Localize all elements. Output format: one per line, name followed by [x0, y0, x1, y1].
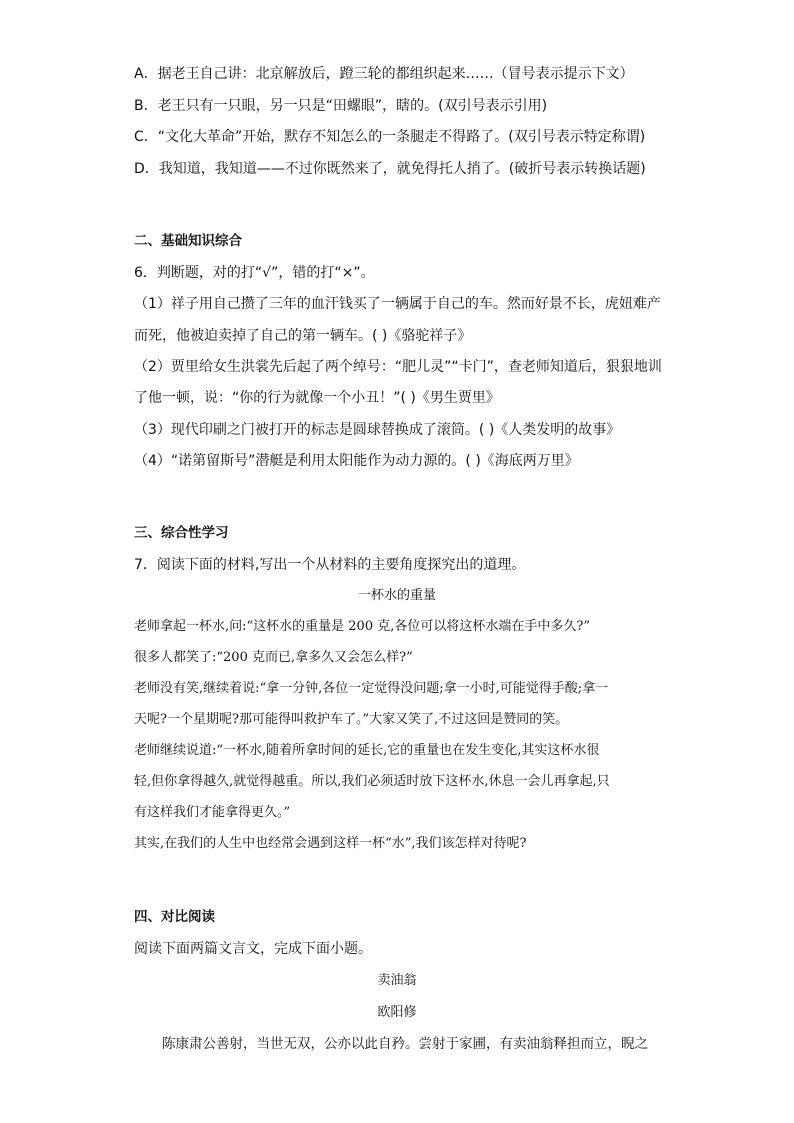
q7-stem: 7．阅读下面的材料,写出一个从材料的主要角度探究出的道理。: [134, 557, 526, 573]
q6-line-6: （4）“诺第留斯号”潜艇是利用太阳能作为动力源的。( )《海底两万里》: [134, 453, 579, 469]
q6-line-4: 了他一顿，说：“你的行为就像一个小丑！”( )《男生贾里》: [134, 390, 500, 406]
material-line-8: 其实,在我们的人生中也经常会遇到这样一杯“水”,我们该怎样对待呢?: [134, 836, 527, 851]
q5-option-b: B．老王只有一只眼，另一只是“田螺眼”，瞎的。(双引号表示引用): [134, 98, 548, 114]
material-line-3: 老师没有笑,继续着说:“拿一分钟,各位一定觉得没问题;拿一小时,可能觉得手酸;拿一: [134, 681, 609, 696]
classical-text-title: 卖油翁: [377, 973, 417, 988]
q6-line-2: 而死，他被迫卖掉了自己的第一辆车。( )《骆驼祥子》: [134, 328, 472, 344]
section-heading-basic-knowledge: 二、基础知识综合: [134, 233, 242, 249]
q6-stem: 6．判断题，对的打“√”，错的打“×”。: [134, 265, 375, 281]
material-line-4: 天呢?一个星期呢?那可能得叫救护车了。”大家又笑了,不过这回是赞同的笑。: [134, 712, 569, 727]
material-line-5: 老师继续说道:“一杯水,随着所拿时间的延长,它的重量也在发生变化,其实这杯水很: [134, 743, 600, 758]
q6-line-1: （1）祥子用自己攒了三年的血汗钱买了一辆属于自己的车。然而好景不长，虎妞难产: [134, 296, 661, 312]
material-line-1: 老师拿起一杯水,问:“这杯水的重量是 200 克,各位可以将这杯水端在手中多久?”: [134, 619, 590, 634]
section4-intro: 阅读下面两篇文言文，完成下面小题。: [134, 941, 372, 957]
q5-option-c: C．“文化大革命”开始，默存不知怎么的一条腿走不得路了。(双引号表示特定称谓): [134, 129, 646, 145]
q5-option-d: D．我知道，我知道——不过你既然来了，就免得托人捎了。(破折号表示转换话题): [134, 161, 646, 177]
q6-line-3: （2）贾里给女生洪裳先后起了两个绰号：“肥儿灵”“卡门”，查老师知道后，狠狠地训: [134, 359, 662, 375]
material-title: 一杯水的重量: [357, 588, 436, 603]
material-line-7: 有这样我们才能拿得更久。”: [134, 805, 291, 820]
q5-option-a: A．据老王自己讲：北京解放后，蹬三轮的都组织起来……（冒号表示提示下文）: [134, 66, 634, 82]
classical-text-author: 欧阳修: [377, 1005, 417, 1020]
section-heading-comparative-reading: 四、对比阅读: [134, 909, 215, 925]
material-line-2: 很多人都笑了:“200 克而已,拿多久又会怎么样?”: [134, 650, 413, 665]
q6-line-5: （3）现代印刷之门被打开的标志是圆球替换成了滚筒。( )《人类发明的故事》: [134, 422, 621, 438]
material-line-6: 轻,但你拿得越久,就觉得越重。所以,我们必须适时放下这杯水,休息一会儿再拿起,只: [134, 774, 610, 789]
section-heading-comprehensive-study: 三、综合性学习: [134, 525, 229, 541]
classical-text-line-1: 陈康肃公善射，当世无双，公亦以此自矜。尝射于家圃，有卖油翁释担而立，睨之: [162, 1036, 648, 1052]
